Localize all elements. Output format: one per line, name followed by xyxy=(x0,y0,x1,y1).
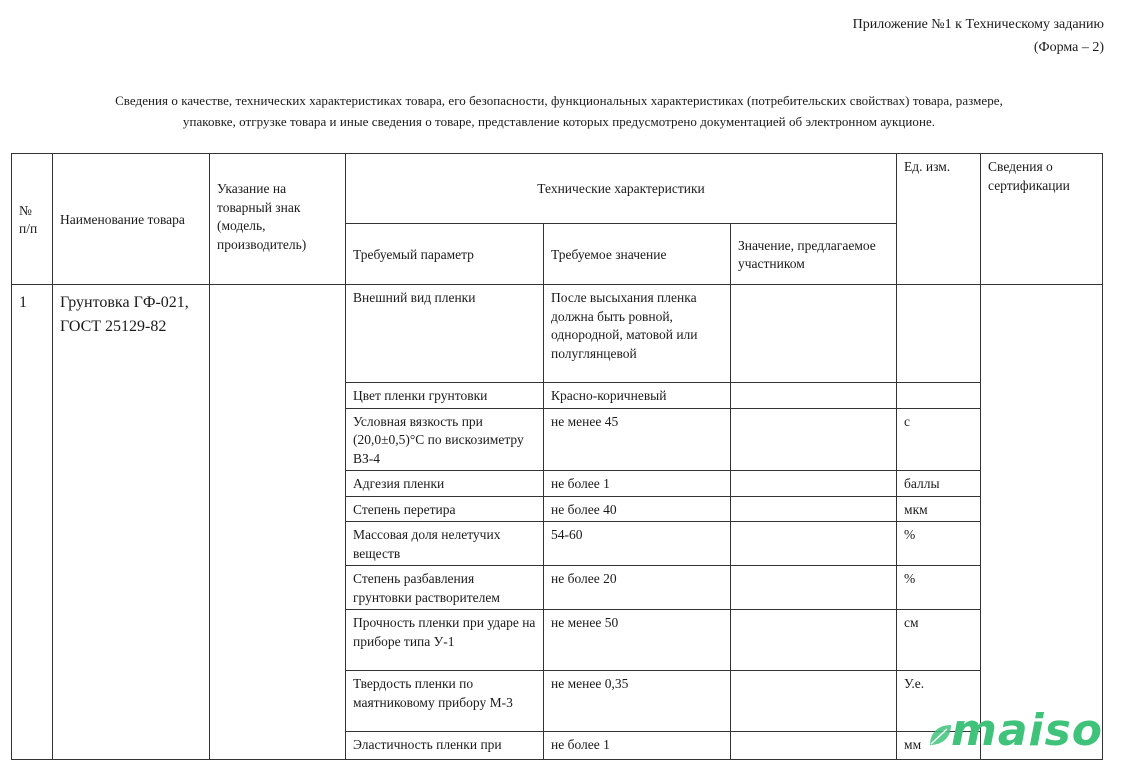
form-number: (Форма – 2) xyxy=(1033,40,1104,55)
spec-table xyxy=(11,153,1103,760)
header-name: Наименование товара xyxy=(53,154,210,285)
required-value-cell: не менее 45 xyxy=(544,408,731,471)
unit-cell: мм xyxy=(897,732,981,760)
offered-value-cell[interactable] xyxy=(731,285,897,383)
attachment-header xyxy=(853,13,1104,59)
required-value-cell: не более 40 xyxy=(544,496,731,522)
item-trademark-cell[interactable] xyxy=(210,285,346,760)
attachment-title: Приложение №1 к Техническому заданию xyxy=(852,17,1104,32)
watermark-logo: maiso xyxy=(951,705,1104,756)
offered-value-cell[interactable] xyxy=(731,522,897,566)
offered-value-cell[interactable] xyxy=(731,496,897,522)
param-cell: Степень перетира xyxy=(346,496,544,522)
item-certification-cell[interactable] xyxy=(981,285,1103,760)
offered-value-cell[interactable] xyxy=(731,671,897,732)
unit-cell xyxy=(897,383,981,409)
offered-value-cell[interactable] xyxy=(731,408,897,471)
watermark xyxy=(925,706,1121,758)
item-name-line-1: Грунтовка ГФ-021, xyxy=(60,294,189,311)
param-cell: Внешний вид пленки xyxy=(346,285,544,383)
header-offered: Значение, предлагаемое участником xyxy=(731,224,897,285)
table-row xyxy=(12,285,1103,383)
intro-line-2: упаковке, отгрузке товара и иные сведения о товаре, представление которых предусмотрено документацией об электронном аукционе. xyxy=(182,114,936,129)
required-value-cell: не более 20 xyxy=(544,566,731,610)
intro-line-1: Сведения о качестве, технических характеристиках товара, его безопасности, функциональных характеристиках (потребительских свойствах) товара, размере, xyxy=(115,93,1003,108)
param-cell: Цвет пленки грунтовки xyxy=(346,383,544,409)
header-unit: Ед. изм. xyxy=(897,154,981,285)
offered-value-cell[interactable] xyxy=(731,610,897,671)
header-num: № п/п xyxy=(12,154,53,285)
header-cert: Сведения о сертификации xyxy=(981,154,1103,285)
param-cell: Адгезия пленки xyxy=(346,471,544,497)
param-cell: Эластичность пленки при xyxy=(346,732,544,760)
unit-cell: У.е. xyxy=(897,671,981,732)
unit-cell: баллы xyxy=(897,471,981,497)
param-cell: Массовая доля нелетучих веществ xyxy=(346,522,544,566)
header-trademark: Указание на товарный знак (модель, производитель) xyxy=(210,154,346,285)
header-row-1 xyxy=(12,154,1103,224)
offered-value-cell[interactable] xyxy=(731,471,897,497)
leaf-icon xyxy=(927,722,953,748)
required-value-cell: не более 1 xyxy=(544,732,731,760)
required-value-cell: не менее 50 xyxy=(544,610,731,671)
offered-value-cell[interactable] xyxy=(731,566,897,610)
unit-cell: % xyxy=(897,566,981,610)
param-cell: Условная вязкость при (20,0±0,5)°С по вискозиметру ВЗ-4 xyxy=(346,408,544,471)
required-value-cell: Красно-коричневый xyxy=(544,383,731,409)
item-number: 1 xyxy=(12,285,53,760)
unit-cell: мкм xyxy=(897,496,981,522)
header-param: Требуемый параметр xyxy=(346,224,544,285)
header-tech: Технические характеристики xyxy=(346,154,897,224)
required-value-cell: После высыхания пленка должна быть ровной, однородной, матовой или полуглянцевой xyxy=(544,285,731,383)
item-gost: ГОСТ 25129-82 xyxy=(60,318,167,335)
param-cell: Степень разбавления грунтовки растворителем xyxy=(346,566,544,610)
offered-value-cell[interactable] xyxy=(731,732,897,760)
param-cell: Прочность пленки при ударе на приборе типа У-1 xyxy=(346,610,544,671)
unit-cell: с xyxy=(897,408,981,471)
unit-cell: % xyxy=(897,522,981,566)
intro-paragraph xyxy=(8,90,1110,132)
header-required: Требуемое значение xyxy=(544,224,731,285)
item-name xyxy=(53,285,210,760)
required-value-cell: не менее 0,35 xyxy=(544,671,731,732)
required-value-cell: не более 1 xyxy=(544,471,731,497)
required-value-cell: 54-60 xyxy=(544,522,731,566)
unit-cell xyxy=(897,285,981,383)
offered-value-cell[interactable] xyxy=(731,383,897,409)
unit-cell: см xyxy=(897,610,981,671)
param-cell: Твердость пленки по маятниковому прибору М-3 xyxy=(346,671,544,732)
